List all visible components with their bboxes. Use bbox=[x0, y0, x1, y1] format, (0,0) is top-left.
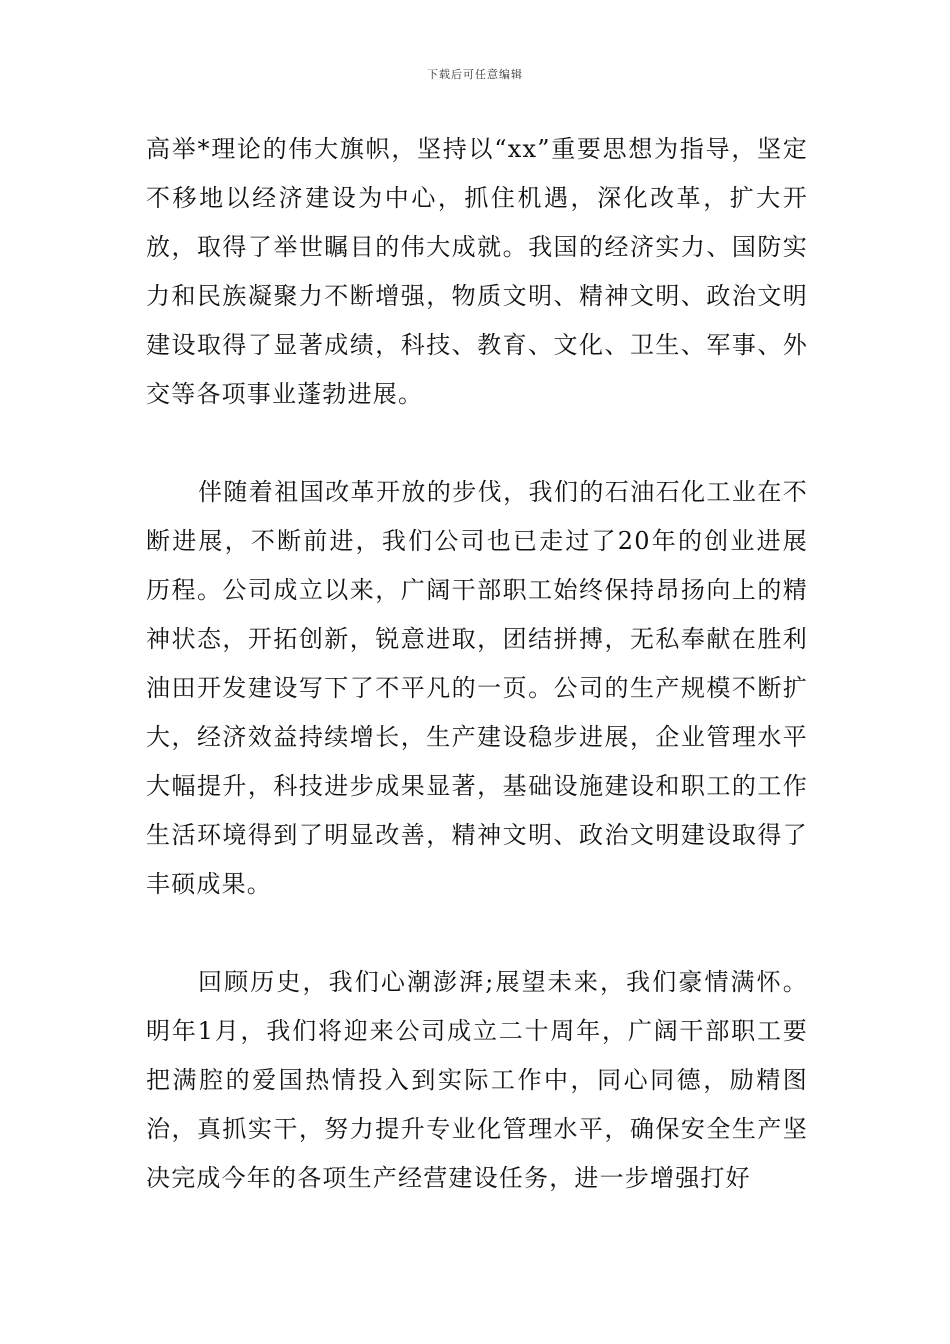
paragraph-gap bbox=[146, 909, 808, 958]
paragraph-3: 回顾历史，我们心潮澎湃;展望未来，我们豪情满怀。明年1月，我们将迎来公司成立二十周年，广阔干部职工要把满腔的爱国热情投入到实际工作中，同心同德，励精图治，真抓实干，努力提升专业化管理水平，确保安全生产坚决完成今年的各项生产经营建设任务，进一步增强打好 bbox=[146, 968, 808, 1192]
paragraph-1: 高举*理论的伟大旗帜，坚持以“xx”重要思想为指导，坚定不移地以经济建设为中心，抓住机遇，深化改革，扩大开放，取得了举世瞩目的伟大成就。我国的经济实力、国防实力和民族凝聚力不断增强，物质文明、精神文明、政治文明建设取得了显著成绩，科技、教育、文化、卫生、军事、外交等各项事业蓬勃进展。 bbox=[146, 135, 808, 408]
paragraph-2: 伴随着祖国改革开放的步伐，我们的石油石化工业在不断进展，不断前进，我们公司也已走过了20年的创业进展历程。公司成立以来，广阔干部职工始终保持昂扬向上的精神状态，开拓创新，锐意进取，团结拼搏，无私奉献在胜利油田开发建设写下了不平凡的一页。公司的生产规模不断扩大，经济效益持续增长，生产建设稳步进展，企业管理水平大幅提升，科技进步成果显著，基础设施建设和职工的工作生活环境得到了明显改善，精神文明、政治文明建设取得了丰硕成果。 bbox=[146, 478, 808, 898]
document-body bbox=[146, 125, 808, 1203]
header-note: 下载后可任意编辑 bbox=[427, 68, 523, 81]
paragraph-gap bbox=[146, 419, 808, 468]
